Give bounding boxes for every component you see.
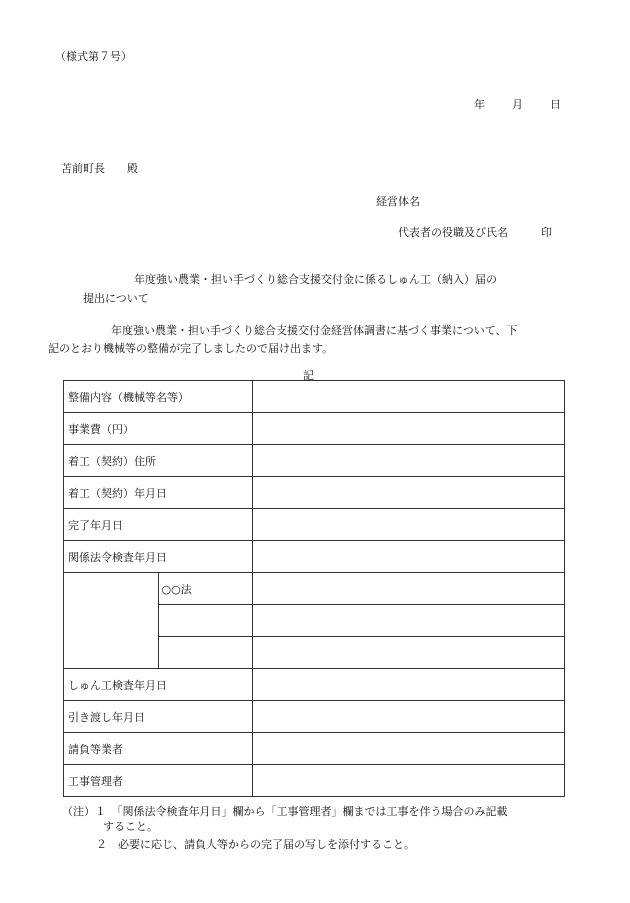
document-title-line2: 提出について xyxy=(83,292,149,305)
row-value-cell[interactable] xyxy=(253,413,565,445)
note-line3: ２ 必要に応じ、請負人等からの完了届の写しを添付すること。 xyxy=(96,838,415,851)
indent-cell xyxy=(64,637,159,669)
date-line xyxy=(474,96,561,112)
date-day-label: 日 xyxy=(550,98,561,111)
indent-cell xyxy=(64,605,159,637)
row-label: 着工（契約）住所 xyxy=(64,445,253,477)
table-row xyxy=(64,733,565,765)
row-label: しゅん工検査年月日 xyxy=(64,669,253,701)
note-line2: すること。 xyxy=(103,820,158,833)
row-value-cell[interactable] xyxy=(253,477,565,509)
row-value-cell[interactable] xyxy=(253,669,565,701)
row-label: 着工（契約）年月日 xyxy=(64,477,253,509)
row-label: 工事管理者 xyxy=(64,765,253,797)
row-value-cell[interactable] xyxy=(253,733,565,765)
row-value-cell[interactable] xyxy=(253,541,565,573)
document-title-line1: 年度強い農業・担い手づくり総合支援交付金に係るしゅん工（納入）届の xyxy=(134,273,497,286)
row-value-cell[interactable] xyxy=(253,605,565,637)
record-table xyxy=(63,380,565,797)
date-year-label: 年 xyxy=(474,98,485,111)
table-row xyxy=(64,413,565,445)
row-label: 引き渡し年月日 xyxy=(64,701,253,733)
table-row xyxy=(64,765,565,797)
row-label: 完了年月日 xyxy=(64,509,253,541)
sub-row-label[interactable] xyxy=(158,637,253,669)
table-row xyxy=(64,445,565,477)
row-value-cell[interactable] xyxy=(253,637,565,669)
row-label: 整備内容（機械等名等） xyxy=(64,381,253,413)
note-line1: （注）１ 「関係法令検査年月日」欄から「工事管理者」欄までは工事を伴う場合のみ記載 xyxy=(62,805,508,818)
body-text-line2: 記のとおり機械等の整備が完了しましたので届け出ます。 xyxy=(48,342,334,355)
addressee: 苫前町長 殿 xyxy=(61,162,138,175)
entity-name-label: 経営体名 xyxy=(376,195,420,208)
table-subrow xyxy=(64,605,565,637)
row-value-cell[interactable] xyxy=(253,381,565,413)
indent-cell xyxy=(64,573,159,605)
sub-row-label[interactable] xyxy=(158,605,253,637)
table-subrow xyxy=(64,637,565,669)
table-row xyxy=(64,701,565,733)
table-row xyxy=(64,381,565,413)
row-value-cell[interactable] xyxy=(253,701,565,733)
row-value-cell[interactable] xyxy=(253,509,565,541)
table-row xyxy=(64,477,565,509)
date-month-label: 月 xyxy=(512,98,523,111)
sub-row-label[interactable]: ○○法 xyxy=(158,573,253,605)
form-number: （様式第７号） xyxy=(55,50,132,63)
row-value-cell[interactable] xyxy=(253,765,565,797)
row-value-cell[interactable] xyxy=(253,573,565,605)
table-row xyxy=(64,669,565,701)
row-label: 請負等業者 xyxy=(64,733,253,765)
representative-label: 代表者の役職及び氏名 印 xyxy=(398,226,552,239)
table-row xyxy=(64,509,565,541)
row-value-cell[interactable] xyxy=(253,445,565,477)
body-text-line1: 年度強い農業・担い手づくり総合支援交付金経営体調書に基づく事業について、下 xyxy=(111,324,518,337)
table-subrow xyxy=(64,573,565,605)
table-row xyxy=(64,541,565,573)
record-heading: 記 xyxy=(303,369,314,382)
row-label: 関係法令検査年月日 xyxy=(64,541,253,573)
row-label: 事業費（円） xyxy=(64,413,253,445)
